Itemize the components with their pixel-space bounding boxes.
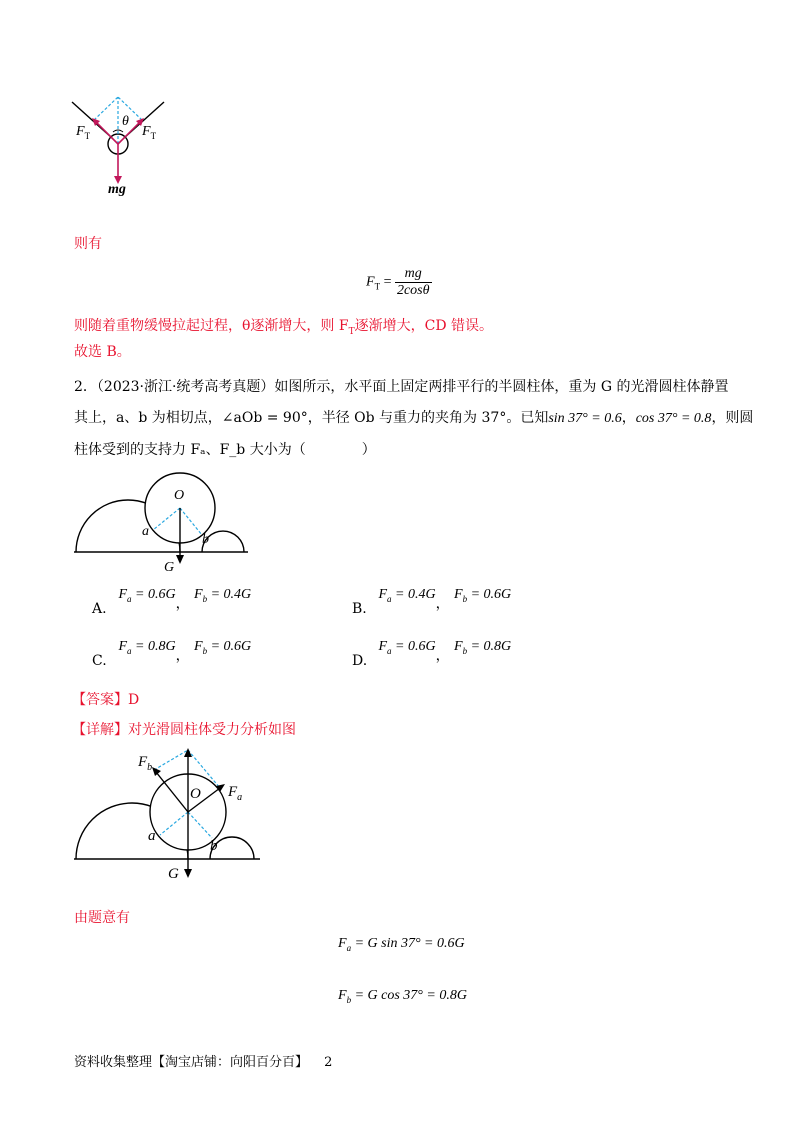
label-a: a <box>142 524 149 539</box>
label-O-2: O <box>190 786 201 802</box>
option-c[interactable]: C. $F_a = 0.8G$， $F_b = 0.6G$ <box>92 639 252 669</box>
label-b-2: b <box>210 838 218 854</box>
from-question-text: 由题意有 <box>74 910 130 926</box>
option-d[interactable]: D. $F_a = 0.6G$， $F_b = 0.8G$ <box>352 639 512 669</box>
label-b: b <box>202 532 209 547</box>
answer-value: D <box>128 692 140 708</box>
detail-line <box>72 720 296 740</box>
label-theta: θ <box>122 114 129 129</box>
label-fb: $F_b$ <box>138 754 153 773</box>
label-O: O <box>174 488 185 503</box>
figure-cylinder-setup <box>70 470 260 580</box>
label-G-2: G <box>168 866 179 882</box>
answer-tag: 【答案】 <box>72 692 128 708</box>
label-a-2: a <box>148 828 156 844</box>
label-mg: mg <box>108 182 126 197</box>
equation-fb: $F_b = G$ cos 37° = 0.8G <box>338 988 467 1005</box>
select-text: 故选 B。 <box>74 344 131 360</box>
detail-text: 对光滑圆柱体受力分析如图 <box>128 722 296 738</box>
force-diagram-svg <box>70 746 270 886</box>
page-number: 2 <box>324 1055 333 1070</box>
question-2-line-2: 其上，a、b 为相切点，∠aOb = 90°，半径 Ob 与重力的夹角为 37°。已知sin 37° = 0.6，cos 37° = 0.8，则圆 <box>74 410 754 426</box>
footer-text: 资料收集整理【淘宝店铺：向阳百分百】 <box>74 1055 309 1070</box>
figure-rope-weight <box>68 92 178 204</box>
conclusion-text: 则随着重物缓慢拉起过程，θ逐渐增大，则 $F_T$逐渐增大，CD 错误。 <box>74 318 493 337</box>
label-G: G <box>164 560 175 575</box>
label-ft-left: $F_T$ <box>76 124 91 141</box>
answer-line <box>72 690 139 710</box>
question-2-line-1: 2．（2023·浙江·统考高考真题）如图所示，水平面上固定两排平行的半圆柱体，重为 G 的光滑圆柱体静置 <box>74 379 729 395</box>
footer <box>74 1051 332 1070</box>
detail-tag: 【详解】 <box>72 722 128 738</box>
label-fa: $F_a$ <box>228 784 243 803</box>
option-a[interactable]: A. $F_a = 0.6G$， $F_b = 0.4G$ <box>92 587 252 617</box>
figure-force-analysis <box>70 746 270 886</box>
tension-arrow-left <box>96 122 118 144</box>
equation-ft: $F_T$ = $\frac{mg}{2\cos\theta}$ <box>366 266 430 298</box>
question-2-line-3: 柱体受到的支持力 Fₐ、F_b 大小为（ ） <box>74 442 376 458</box>
then-has-text: 则有 <box>74 236 102 252</box>
label-ft-right: $F_T$ <box>142 124 157 141</box>
equation-fa: $F_a = G$ sin 37° = 0.6G <box>338 936 465 953</box>
option-b[interactable]: B. $F_a = 0.4G$， $F_b = 0.6G$ <box>352 587 512 617</box>
